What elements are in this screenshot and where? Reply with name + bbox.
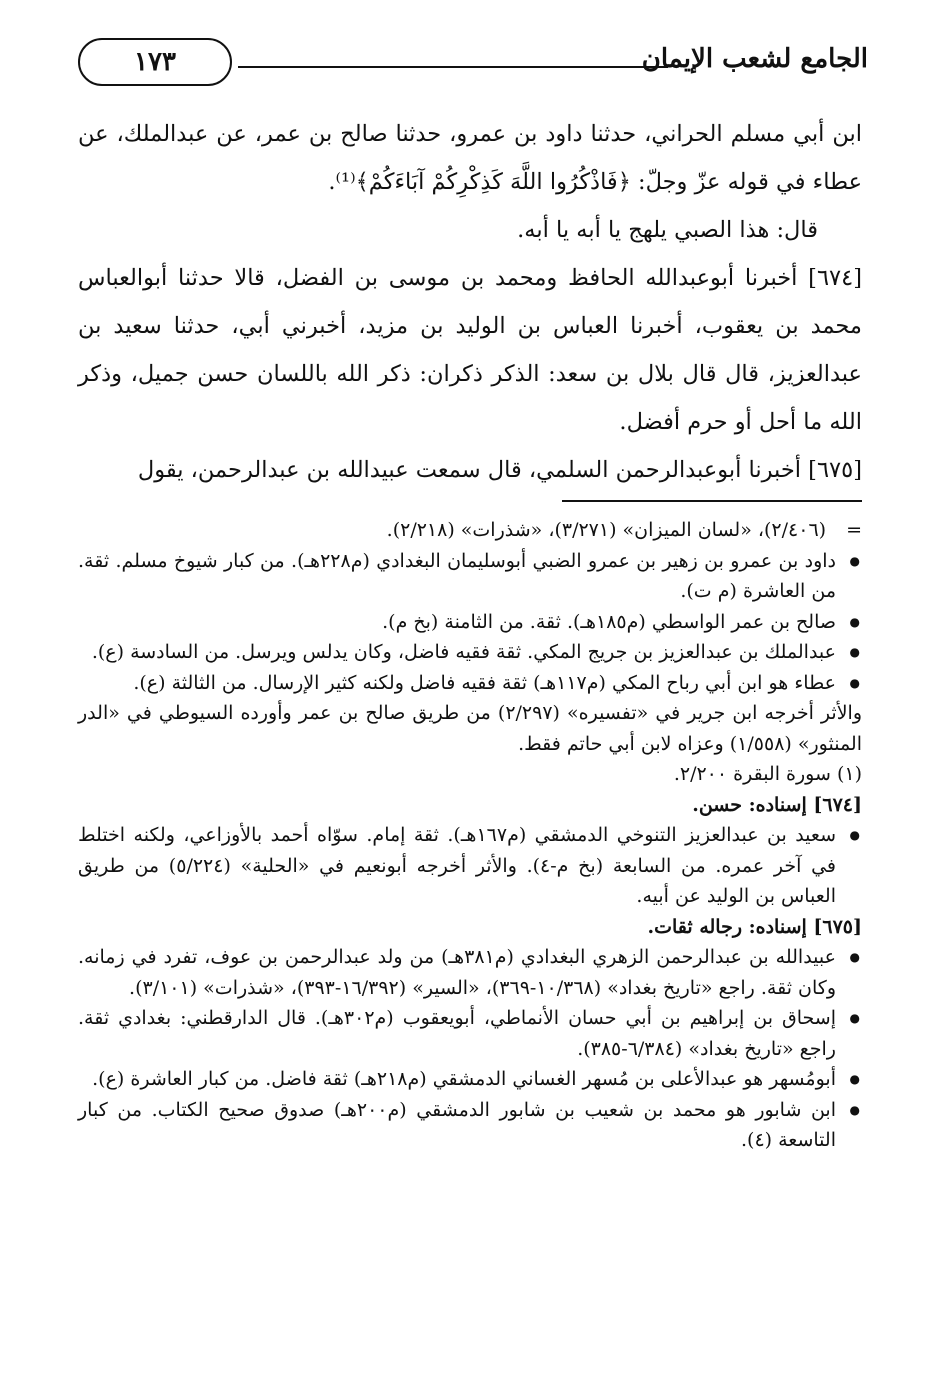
footnote-item: ● سعيد بن عبدالعزيز التنوخي الدمشقي (م١٦٧هـ). ثقة إمام. سوّاه أحمد بالأوزاعي، ولكنه اختلط في آخر عمره. من السابعة (بخ م-٤). والأثر أخرجه أبونعيم في «الحلية» (٥/٢٢٤) من طريق العباس بن الوليد عن أبيه. [78,820,862,912]
footnote-continuation [78,515,862,546]
book-title: الجامع لشعب الإيمان [641,44,868,74]
footnote-item: ● داود بن عمرو بن زهير بن عمرو الضبي أبوسليمان البغدادي (م٢٢٨هـ). من كبار شيوخ مسلم. ثقة. من العاشرة (م ت). [78,546,862,607]
footnote-quran-ref: (١) سورة البقرة ٢/٢٠٠. [673,763,862,785]
paragraph-674: [٦٧٤] أخبرنا أبوعبدالله الحافظ ومحمد بن موسى بن الفضل، قالا حدثنا أبوالعباس محمد بن يعقوب، أخبرنا العباس بن الوليد بن مزيد، أخبرني أبي، حدثنا سعيد بن عبدالعزيز، قال قال بلال بن سعد: الذكر ذكران: ذكر الله باللسان حسن جميل، وذكر الله ما أحل أو حرم أفضل. [78,265,862,435]
paragraph-2: قال: هذا الصبي يلهج يا أبه يا أبه. [517,217,818,243]
footnote-heading-674: [٦٧٤] إسناده: حسن. [692,793,862,816]
footnotes [78,515,862,1156]
running-header [78,36,868,90]
header-rule [238,66,668,68]
footnote-item: ● ابن شابور هو محمد بن شعيب بن شابور الدمشقي (م٢٠٠هـ) صدوق صحيح الكتاب. من كبار التاسعة (٤). [78,1095,862,1156]
footnote-heading-675: [٦٧٥] إسناده: رجاله ثقات. [647,915,862,938]
main-text [78,110,862,494]
paragraph-675: [٦٧٥] أخبرنا أبوعبدالرحمن السلمي، قال سمعت عبيدالله بن عبدالرحمن، يقول [137,457,862,483]
footnote-item: ● عطاء هو ابن أبي رباح المكي (م١١٧هـ) ثقة فقيه فاضل ولكنه كثير الإرسال. من الثالثة (ع). [78,668,862,699]
footnote-item: ● أبومُسهر هو عبدالأعلى بن مُسهر الغساني الدمشقي (م٢١٨هـ) ثقة فاضل. من كبار العاشرة (ع). [78,1064,862,1095]
footnote-item: ● عبيدالله بن عبدالرحمن الزهري البغدادي (م٣٨١هـ) من ولد عبدالرحمن بن عوف، تفرد في زمانه. وكان ثقة. راجع «تاريخ بغداد» (١٠/٣٦٨-٣٦٩)، «السير» (١٦/٣٩٢-٣٩٣)، «شذرات» (٣/١٠١). [78,942,862,1003]
footnote-item: ● عبدالملك بن عبدالعزيز بن جريج المكي. ثقة فقيه فاضل، وكان يدلس ويرسل. من السادسة (ع). [78,637,862,668]
footnote-separator [562,500,862,502]
page-number: ١٧٣ [78,38,232,86]
continuation-mark: = [846,519,862,541]
footnote-text: (٢/٤٠٦)، «لسان الميزان» (٣/٢٧١)، «شذرات» (٢/٢١٨). [386,519,827,541]
footnote-text: والأثر أخرجه ابن جرير في «تفسيره» (٢/٢٩٧) من طريق صالح بن عمر وأورده السيوطي في «الدر المنثور» (١/٥٥٨) وعزاه لابن أبي حاتم فقط. [78,702,862,755]
footnote-item: ● صالح بن عمر الواسطي (م١٨٥هـ). ثقة. من الثامنة (بخ م). [78,607,862,638]
paragraph-1: ابن أبي مسلم الحراني، حدثنا داود بن عمرو، حدثنا صالح بن عمر، عن عبدالملك، عن عطاء في قوله عزّ وجلّ: ﴿فَاذْكُرُوا اللَّهَ كَذِكْرِكُمْ آبَاءَكُمْ﴾⁽¹⁾. [78,121,862,195]
footnote-item: ● إسحاق بن إبراهيم بن أبي حسان الأنماطي، أبويعقوب (م٣٠٢هـ). قال الدارقطني: بغدادي ثقة. راجع «تاريخ بغداد» (٦/٣٨٤-٣٨٥). [78,1003,862,1064]
